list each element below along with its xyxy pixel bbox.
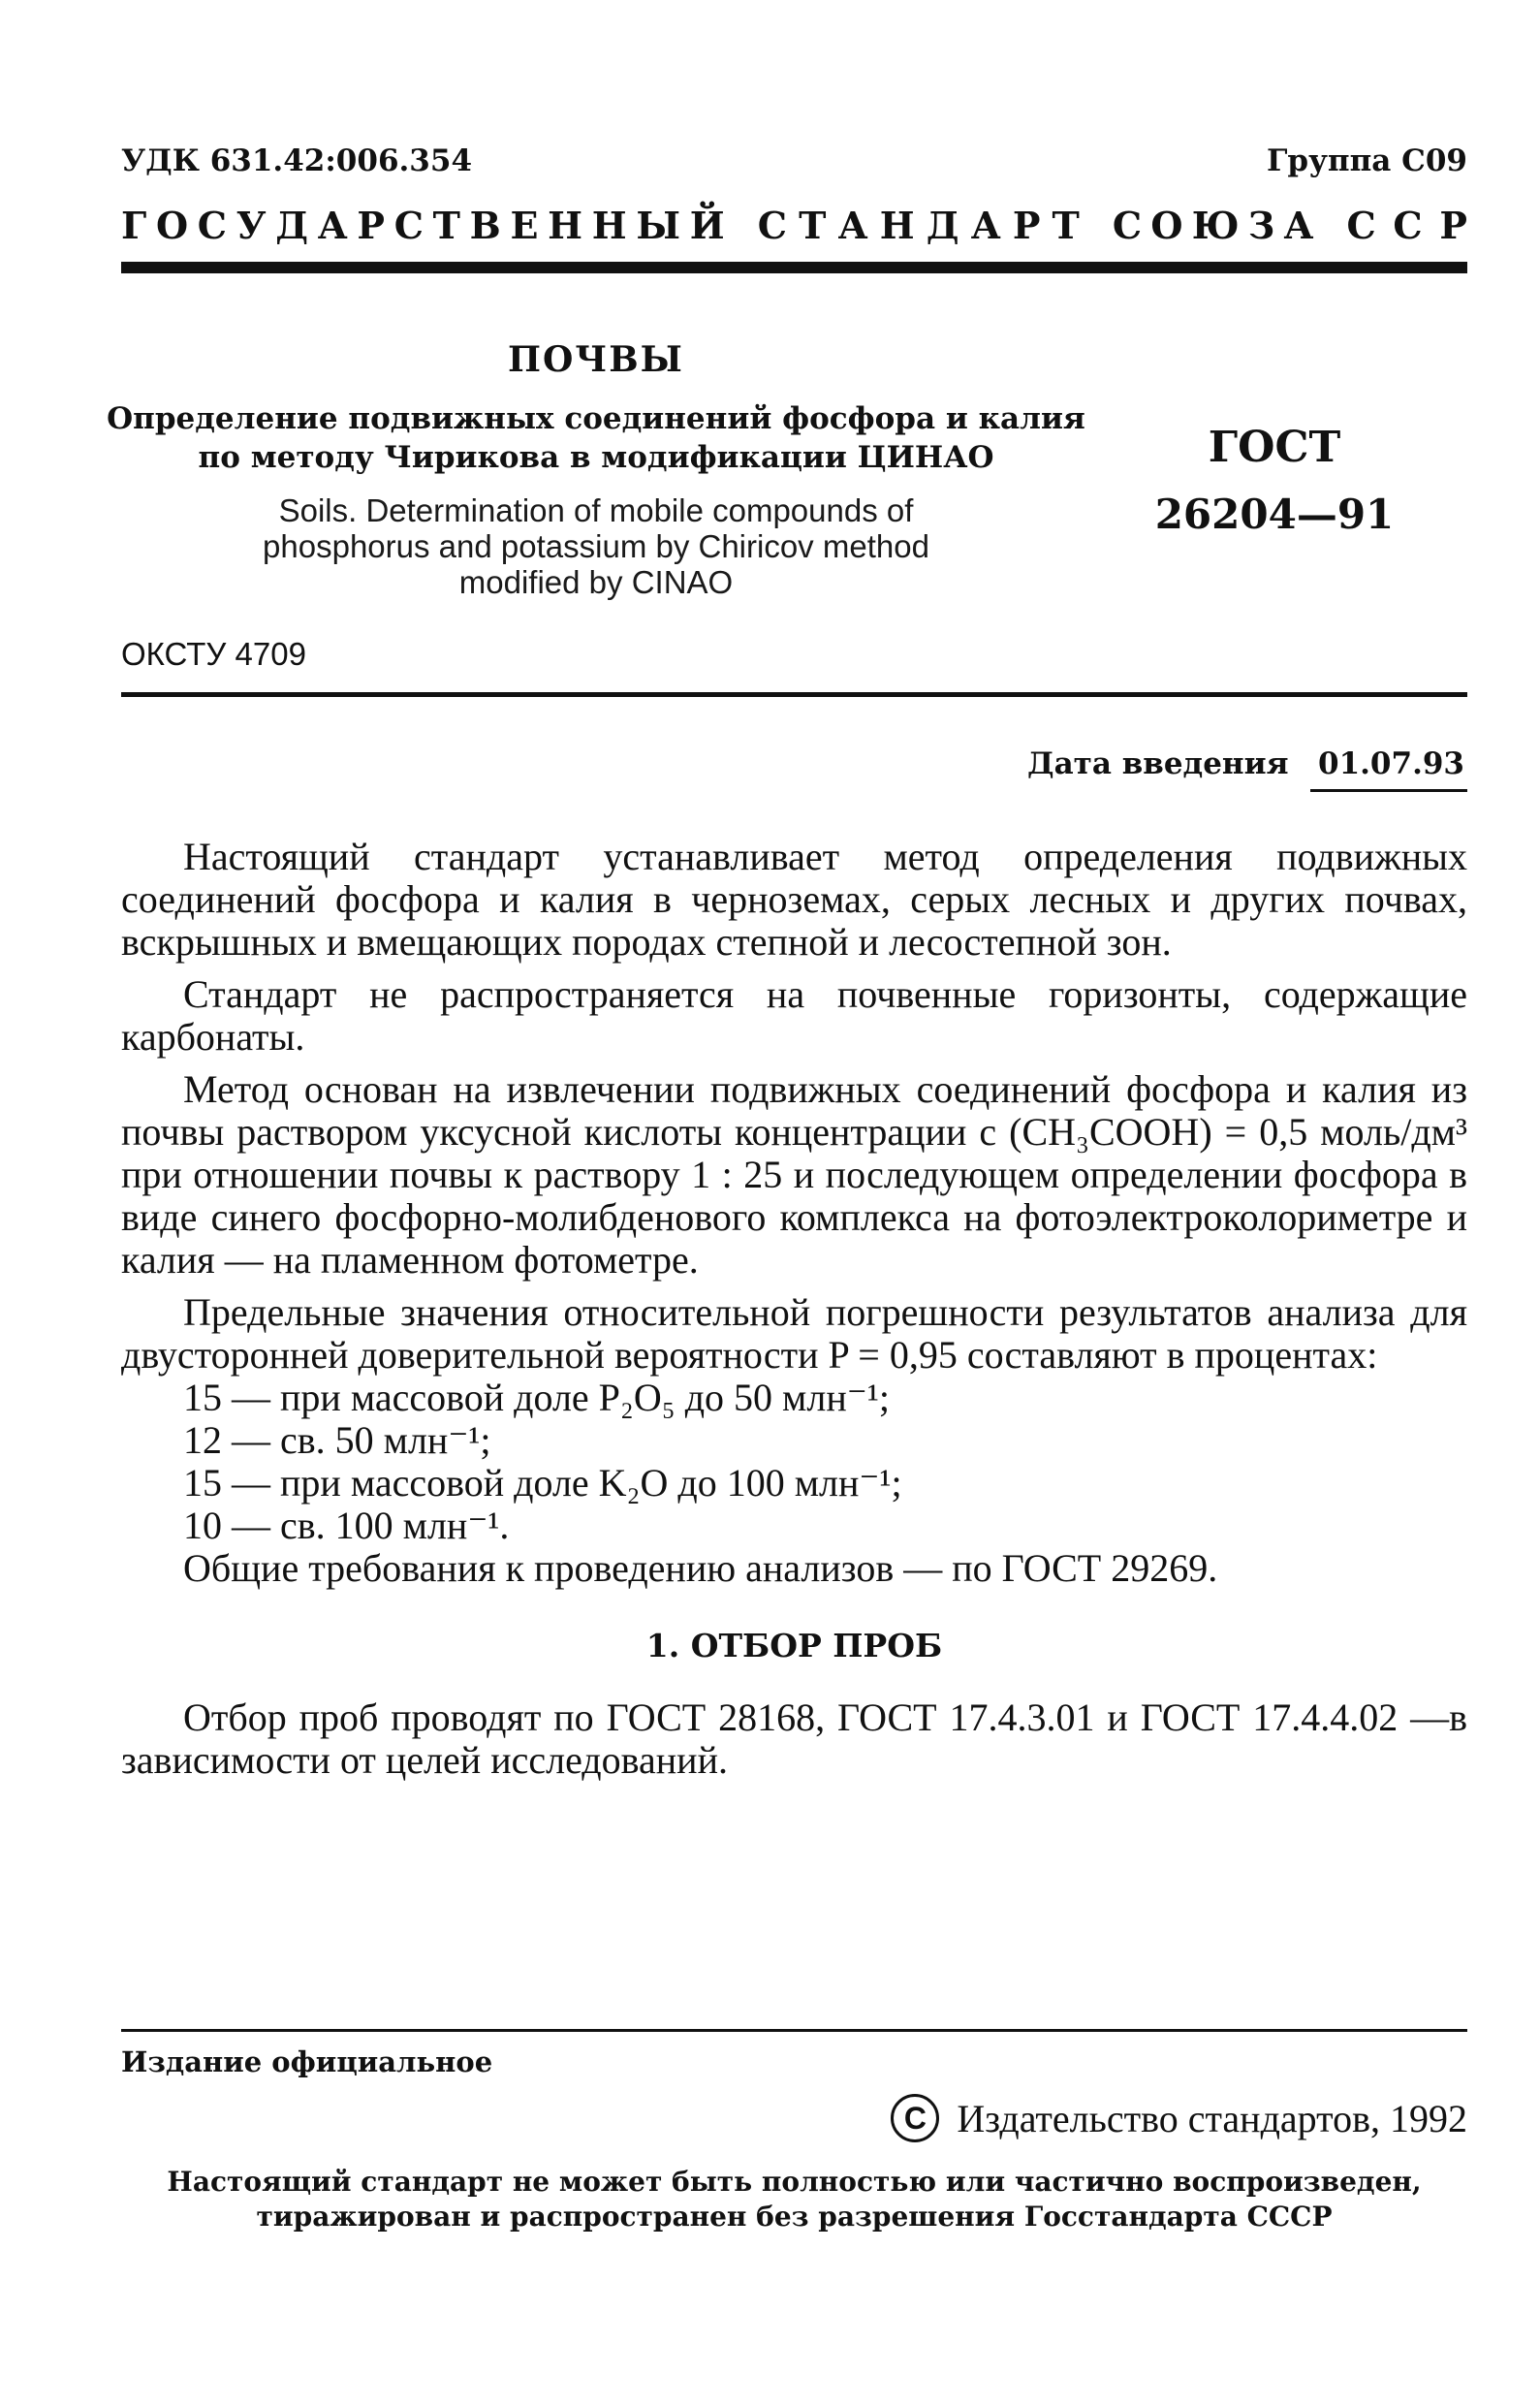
paragraph-scope: Настоящий стандарт устанавливает метод определения подвижных соединений фосфора и калия в черноземах, серых лесных и других почвах, вскрышных и вмещающих породах степной и лесостепной зон. — [121, 835, 1467, 964]
title-english-line-1: Soils. Determination of mobile compounds of — [278, 492, 914, 528]
title-russian-line-1: Определение подвижных соединений фосфора и калия — [107, 401, 1085, 436]
intro-date-underline — [1310, 789, 1467, 792]
title-english-line-2: phosphorus and potassium by Chiricov method — [263, 528, 929, 564]
reproduction-notice-line-1: Настоящий стандарт не может быть полностью или частично воспроизведен, — [167, 2166, 1422, 2198]
intro-date-label: Дата введения — [1027, 746, 1289, 781]
paragraph-exclusion: Стандарт не распространяется на почвенные горизонты, содержащие карбонаты. — [121, 972, 1467, 1059]
state-standard-word: Г О С У Д А Р С Т В Е Н Н Ы Й — [121, 204, 725, 247]
copyright-line — [891, 2094, 1467, 2142]
error-limits-list — [121, 1377, 1467, 1547]
header-divider — [121, 262, 1467, 273]
section-1-heading: 1. ОТБОР ПРОБ — [645, 1627, 943, 1664]
title-russian-line-2: по методу Чирикова в модификации ЦИНАО — [198, 440, 994, 475]
reproduction-notice-line-2: тиражирован и распространен без разрешения Госстандарта СССР — [256, 2201, 1333, 2233]
gost-label: ГОСТ — [1208, 423, 1341, 472]
copyright-icon: C — [891, 2094, 939, 2142]
udk-code: УДК 631.42:006.354 — [121, 143, 473, 178]
state-standard-word: С Т А Н Д А Р Т — [757, 204, 1080, 247]
list-item: 15 — при массовой доле P₂O₅ до 50 млн⁻¹; — [183, 1376, 890, 1419]
okstu-code: ОКСТУ 4709 — [121, 636, 306, 672]
state-standard-word: С О Ю З А — [1112, 204, 1314, 247]
reproduction-notice — [121, 2165, 1467, 2234]
intro-date-value: 01.07.93 — [1318, 746, 1465, 781]
paragraph-sampling: Отбор проб проводят по ГОСТ 28168, ГОСТ 17.4.3.01 и ГОСТ 17.4.4.02 —в зависимости от целей исследований. — [121, 1695, 1467, 1782]
title-english-line-3: modified by CINAO — [458, 564, 734, 600]
paragraph-general-requirements: Общие требования к проведению анализов — по ГОСТ 29269. — [183, 1546, 1218, 1590]
list-item: 15 — при массовой доле K₂O до 100 млн⁻¹; — [183, 1461, 902, 1505]
edition-label: Издание официальное — [121, 2045, 493, 2078]
document-title: ПОЧВЫ — [508, 339, 684, 380]
group-code: Группа С09 — [1267, 143, 1467, 178]
list-item: 12 — св. 50 млн⁻¹; — [183, 1418, 491, 1462]
list-item: 10 — св. 100 млн⁻¹. — [183, 1504, 510, 1547]
paragraph-error-limits: Предельные значения относительной погрешности результатов анализа для двусторонней доверительной вероятности P = 0,95 составляют в процентах: — [121, 1290, 1467, 1377]
copyright-text: Издательство стандартов, 1992 — [957, 2096, 1467, 2140]
footer-divider — [121, 2029, 1467, 2032]
state-standard-word: С С Р — [1346, 204, 1467, 247]
title-divider — [121, 692, 1467, 697]
title-russian — [0, 399, 1192, 477]
title-english — [0, 492, 1192, 600]
document-body — [121, 836, 1467, 1791]
gost-number: 26204—91 — [1154, 491, 1395, 538]
state-standard-title — [121, 204, 1467, 247]
paragraph-method: Метод основан на извлечении подвижных соединений фосфора и калия из почвы раствором уксусной кислоты концентрации c (CH₃COOH) = 0,5 моль/дм³ при отношении почвы к раствору 1 : 25 и последующем определении фосфора в виде синего фосфорно-молибденового комплекса на фотоэлектроколориметре и калия — на пламенном фотометре. — [121, 1067, 1467, 1282]
